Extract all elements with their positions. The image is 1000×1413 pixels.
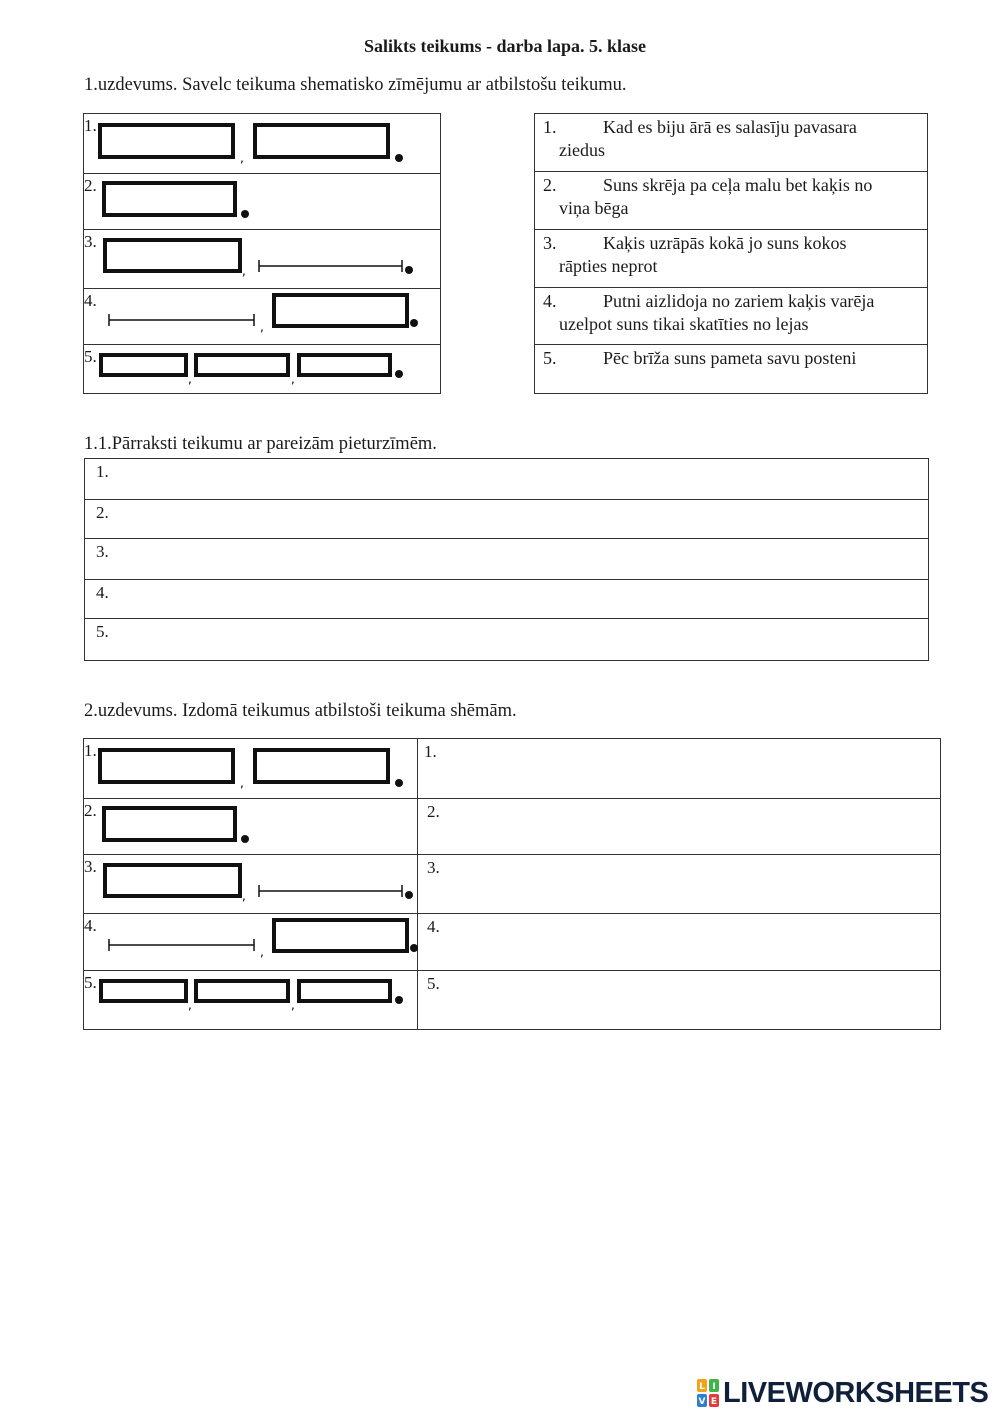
sentence-text-cont: viņa bēga: [559, 198, 629, 218]
schema-number: 2.: [84, 176, 97, 195]
logo-text: LIVEWORKSHEETS: [723, 1376, 989, 1409]
rewrite-row[interactable]: [85, 580, 929, 619]
schema-number: 5.: [84, 347, 97, 366]
sentence-number: 4.: [543, 291, 557, 311]
sentence-text: Putni aizlidoja no zariem kaķis varēja: [603, 291, 875, 311]
schema-number: 3.: [84, 857, 97, 876]
schema-number: 1.: [84, 741, 97, 760]
sentence-text: Suns skrēja pa ceļa malu bet kaķis no: [603, 175, 873, 195]
schema-number: 1.: [84, 116, 97, 135]
sentence-text-cont: uzelpot suns tikai skatīties no lejas: [559, 314, 809, 334]
schema-number: 3.: [84, 232, 97, 251]
schema-cell[interactable]: [84, 174, 441, 230]
rewrite-row[interactable]: [85, 619, 929, 661]
sentence-cell[interactable]: [535, 345, 928, 394]
rewrite-row[interactable]: [85, 459, 929, 500]
answer-number: 1.: [424, 742, 437, 761]
schema-diagram-4: [84, 914, 417, 971]
answer-cell[interactable]: [418, 914, 941, 971]
schema-diagram-4: [84, 289, 440, 345]
row-number: 1.: [96, 462, 109, 481]
answer-number: 5.: [427, 974, 440, 993]
svg-text:I: I: [712, 1382, 716, 1392]
schema-cell: [84, 799, 418, 855]
schema-diagram-2: [84, 799, 417, 855]
task2-table: [83, 738, 941, 1030]
sentence-text: Kad es biju ārā es salasīju pavasara: [603, 117, 857, 137]
schema-diagram-5: [84, 345, 440, 394]
sentence-cell[interactable]: [535, 288, 928, 345]
schema-number: 2.: [84, 801, 97, 820]
row-number: 2.: [96, 503, 109, 522]
answer-cell[interactable]: [418, 799, 941, 855]
row-number: 4.: [96, 583, 109, 602]
schema-number: 4.: [84, 291, 97, 310]
page-title: Salikts teikums - darba lapa. 5. klase: [363, 36, 647, 56]
answer-number: 2.: [427, 802, 440, 821]
sentence-cell[interactable]: [535, 172, 928, 230]
row-number: 5.: [96, 622, 109, 641]
liveworksheets-logo: [697, 1376, 988, 1410]
schema-diagram-1: [84, 114, 440, 174]
schema-diagram-5: [84, 971, 417, 1030]
svg-text:L: L: [699, 1382, 705, 1392]
row-number: 3.: [96, 542, 109, 561]
sentence-text-cont: ziedus: [559, 140, 605, 160]
answer-cell[interactable]: [418, 739, 941, 799]
answer-number: 3.: [427, 858, 440, 877]
task11-heading: 1.1.Pārraksti teikumu ar pareizām pieturzīmēm.: [84, 434, 437, 454]
answer-number: 4.: [427, 917, 440, 936]
schema-diagram-3: [84, 855, 417, 914]
sentence-cell[interactable]: [535, 114, 928, 172]
svg-text:E: E: [710, 1397, 718, 1407]
task1-sentence-table: [534, 113, 928, 394]
schema-cell[interactable]: [84, 289, 441, 345]
schema-diagram-2: [84, 174, 440, 230]
task1-schema-table: [83, 113, 441, 394]
sentence-cell[interactable]: [535, 230, 928, 288]
schema-number: 4.: [84, 916, 97, 935]
schema-cell: [84, 914, 418, 971]
schema-diagram-1: [84, 739, 417, 799]
sentence-number: 2.: [543, 175, 557, 195]
sentence-number: 1.: [543, 117, 557, 137]
schema-number: 5.: [84, 973, 97, 992]
rewrite-row[interactable]: [85, 539, 929, 580]
svg-text:V: V: [698, 1397, 706, 1407]
schema-cell: [84, 739, 418, 799]
sentence-text: Kaķis uzrāpās kokā jo suns kokos: [603, 233, 847, 253]
schema-cell[interactable]: [84, 114, 441, 174]
answer-cell[interactable]: [418, 855, 941, 914]
sentence-text: Pēc brīža suns pameta savu posteni: [603, 348, 857, 368]
schema-diagram-3: [84, 230, 440, 289]
task2-heading: 2.uzdevums. Izdomā teikumus atbilstoši teikuma shēmām.: [84, 701, 517, 721]
schema-cell: [84, 971, 418, 1030]
rewrite-row[interactable]: [85, 500, 929, 539]
schema-cell[interactable]: [84, 230, 441, 289]
answer-cell[interactable]: [418, 971, 941, 1030]
sentence-text-cont: rāpties neprot: [559, 256, 658, 276]
sentence-number: 5.: [543, 348, 557, 368]
task1-heading: 1.uzdevums. Savelc teikuma shematisko zīmējumu ar atbilstošu teikumu.: [84, 75, 627, 95]
sentence-number: 3.: [543, 233, 557, 253]
rewrite-table: [84, 458, 929, 661]
logo-icon: [697, 1379, 719, 1407]
schema-cell[interactable]: [84, 345, 441, 394]
schema-cell: [84, 855, 418, 914]
